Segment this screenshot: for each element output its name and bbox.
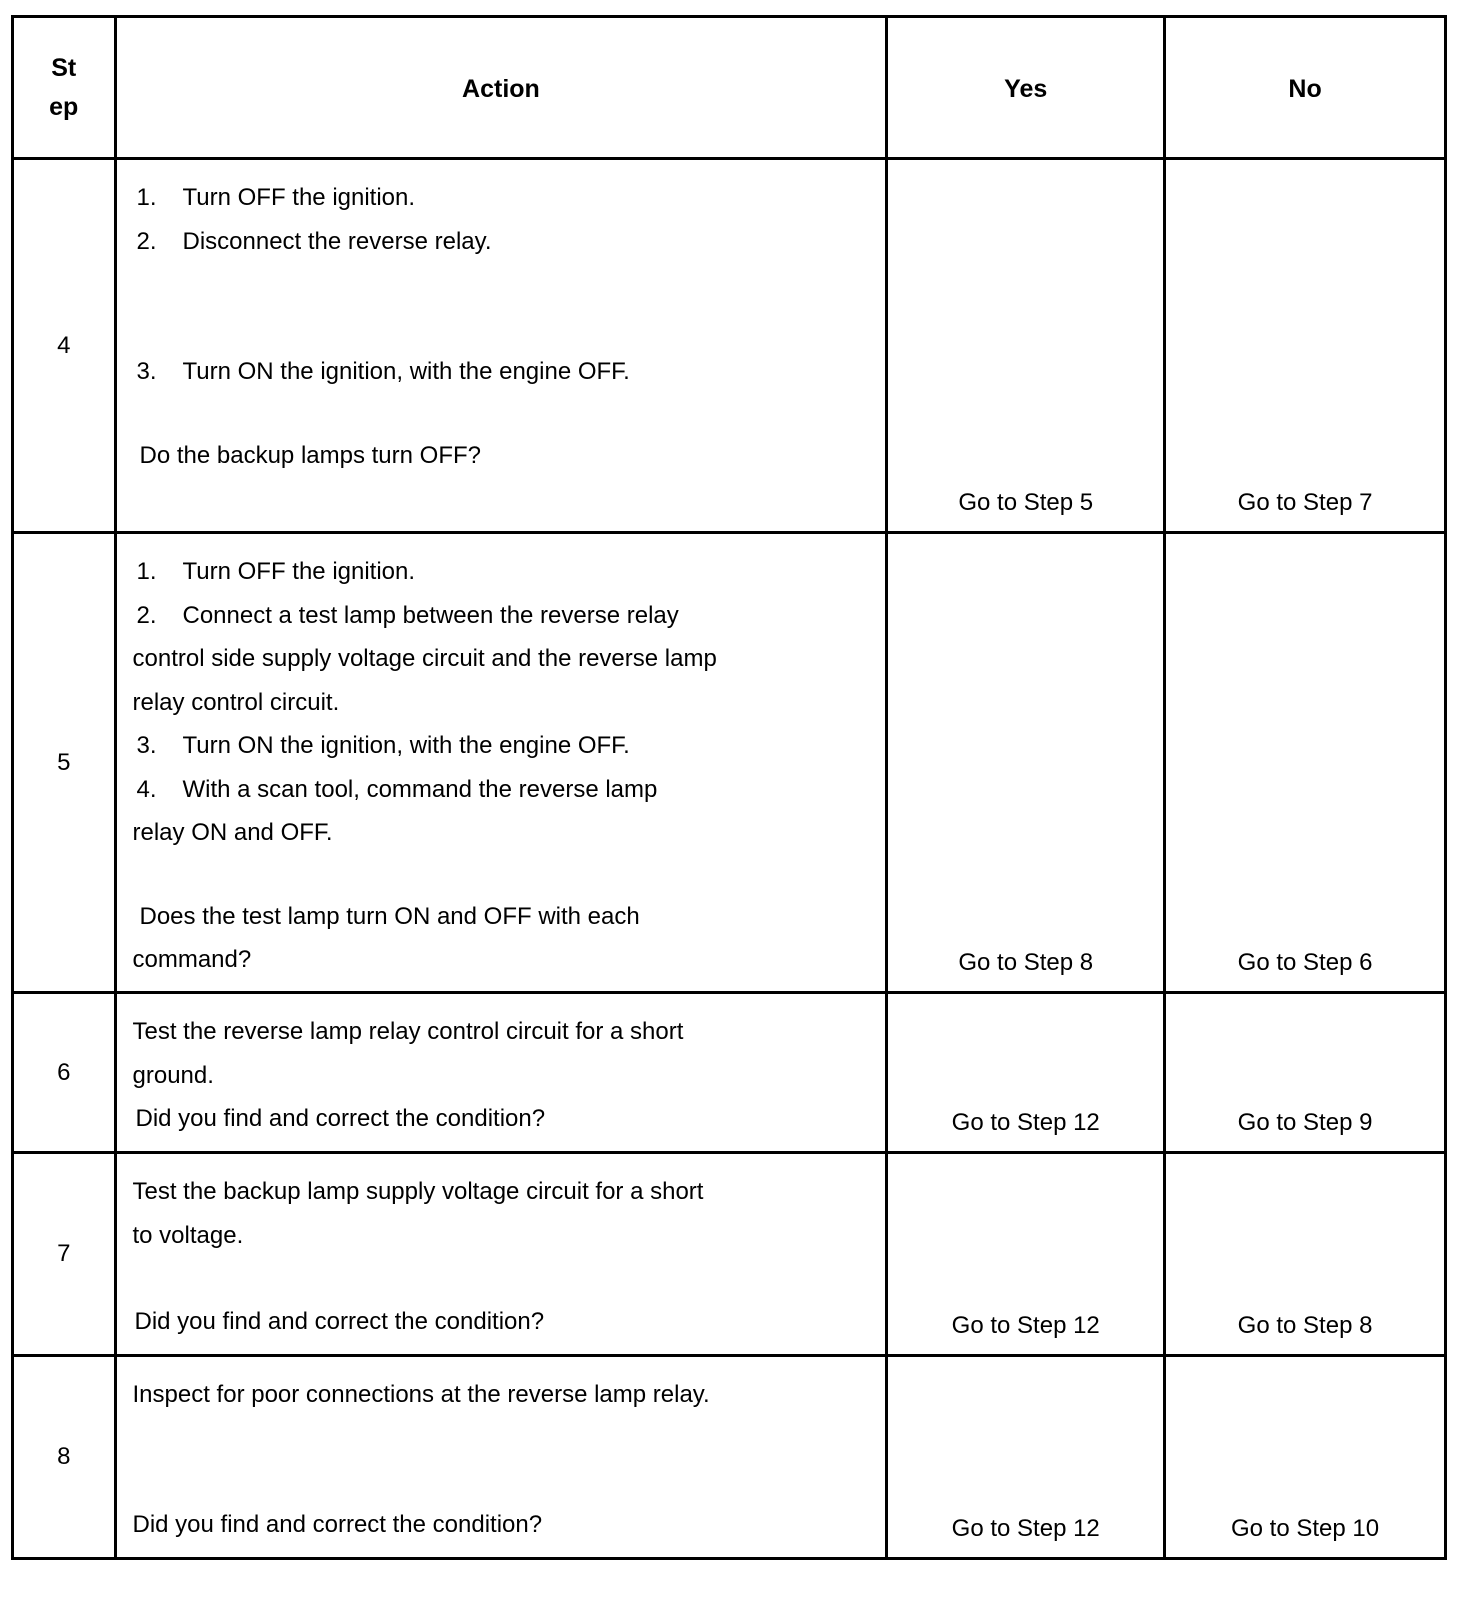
action-text: to voltage.	[132, 1221, 244, 1249]
no-cell	[1165, 1153, 1446, 1356]
yes-cell	[887, 993, 1165, 1153]
yes-result: Go to Step 12	[951, 1312, 1100, 1339]
action-cell	[115, 1153, 887, 1356]
action-item-continuation: relay control circuit.	[132, 688, 340, 716]
no-header: No	[1165, 17, 1446, 159]
table-row	[13, 993, 1446, 1153]
action-cell	[115, 1356, 887, 1559]
yes-cell	[887, 1153, 1165, 1356]
action-question: Did you find and correct the condition?	[135, 1105, 546, 1132]
action-text: Test the backup lamp supply voltage circuit for a short	[132, 1178, 704, 1205]
step-header	[13, 17, 116, 159]
action-question: Do the backup lamps turn OFF?	[139, 441, 481, 469]
step-header-line-2: ep	[49, 92, 79, 121]
action-question: Does the test lamp turn ON and OFF with each	[139, 902, 640, 930]
yes-result: Go to Step 8	[958, 949, 1094, 976]
action-item-continuation: relay ON and OFF.	[132, 819, 333, 846]
action-item: 3. Turn ON the ignition, with the engine OFF.	[136, 732, 630, 759]
step-number: 4	[13, 159, 116, 533]
action-header: Action	[115, 17, 887, 159]
no-result: Go to Step 10	[1231, 1515, 1380, 1542]
yes-cell	[887, 533, 1165, 993]
table-row	[13, 533, 1446, 993]
action-item-continuation: control side supply voltage circuit and the reverse lamp	[132, 645, 717, 672]
action-item: 1. Turn OFF the ignition.	[136, 558, 416, 585]
action-cell	[115, 993, 887, 1153]
action-cell	[115, 159, 887, 533]
action-item: 1. Turn OFF the ignition.	[136, 184, 416, 211]
yes-header: Yes	[887, 17, 1165, 159]
action-text: Inspect for poor connections at the reverse lamp relay.	[132, 1381, 710, 1408]
action-item: 2. Connect a test lamp between the reverse relay	[136, 601, 679, 629]
header-row	[13, 17, 1446, 159]
step-number: 6	[13, 993, 116, 1153]
action-item: 3. Turn ON the ignition, with the engine OFF.	[136, 358, 630, 385]
no-result: Go to Step 9	[1237, 1109, 1373, 1136]
action-text: Test the reverse lamp relay control circuit for a short	[132, 1018, 684, 1045]
table-row	[13, 159, 1446, 533]
action-item: 2. Disconnect the reverse relay.	[136, 227, 492, 255]
action-cell	[115, 533, 887, 993]
no-cell	[1165, 993, 1446, 1153]
table-row	[13, 1153, 1446, 1356]
step-number: 7	[13, 1153, 116, 1356]
action-question: Did you find and correct the condition?	[132, 1510, 543, 1538]
step-number: 5	[13, 533, 116, 993]
no-cell	[1165, 1356, 1446, 1559]
yes-result: Go to Step 12	[951, 1109, 1100, 1136]
yes-cell	[887, 159, 1165, 533]
diagnostic-table	[11, 15, 1447, 1560]
step-number: 8	[13, 1356, 116, 1559]
table-row	[13, 1356, 1446, 1559]
action-question: command?	[132, 946, 252, 973]
action-item: 4. With a scan tool, command the reverse lamp	[136, 775, 658, 803]
no-cell	[1165, 159, 1446, 533]
no-cell	[1165, 533, 1446, 993]
step-header-line-1: St	[51, 53, 77, 82]
action-question: Did you find and correct the condition?	[134, 1308, 545, 1335]
no-result: Go to Step 8	[1237, 1312, 1373, 1339]
yes-result: Go to Step 12	[951, 1515, 1100, 1542]
no-result: Go to Step 7	[1237, 489, 1373, 516]
no-result: Go to Step 6	[1237, 949, 1373, 976]
yes-cell	[887, 1356, 1165, 1559]
yes-result: Go to Step 5	[958, 489, 1094, 516]
action-text: ground.	[132, 1061, 214, 1089]
